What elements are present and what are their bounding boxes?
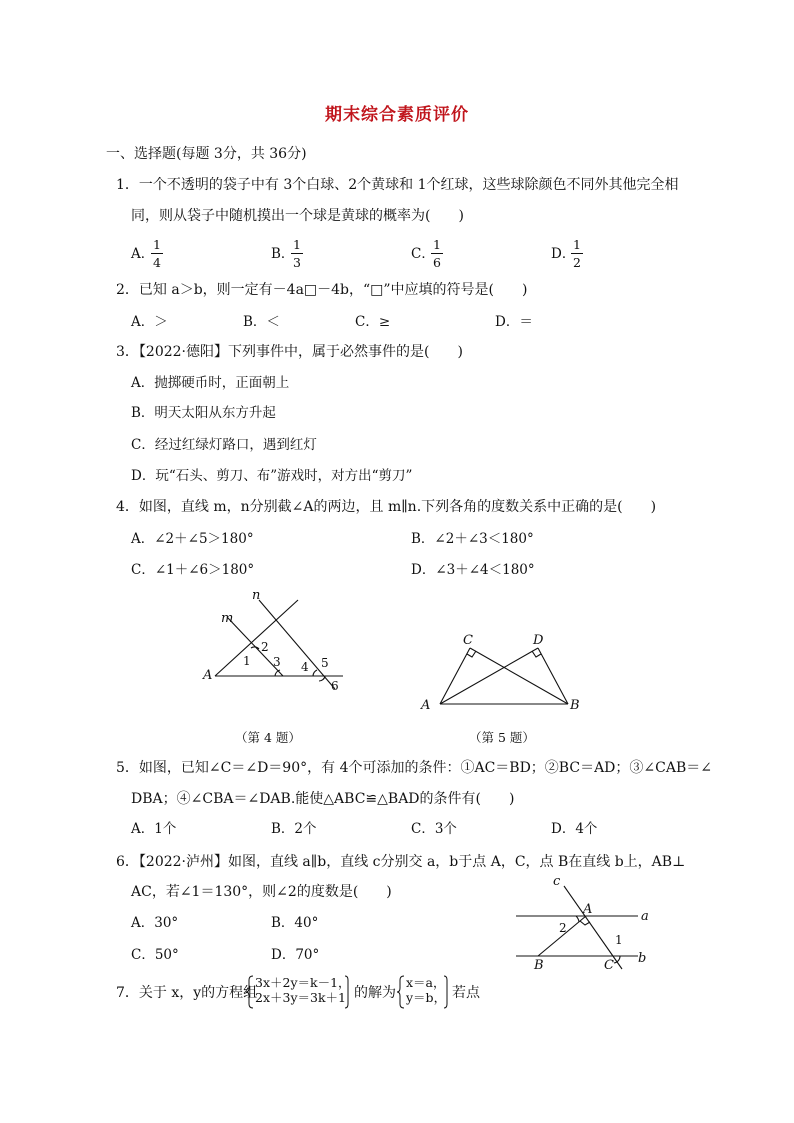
page-title: 期末综合素质评价 xyxy=(325,105,469,125)
q6-option-c[interactable]: C．50° xyxy=(131,947,179,963)
q3-stem: 3．【2022·德阳】下列事件中，属于必然事件的是( ) xyxy=(116,344,463,360)
q6-stem-line1: 6．【2022·泸州】如图，直线 a∥b，直线 c分别交 a，b于点 A，C，点 B在直线 b上，AB⊥ xyxy=(116,854,686,870)
q4-stem: 4．如图，直线 m，n分别截∠A的两边，且 m∥n.下列各角的度数关系中正确的是( ) xyxy=(116,499,657,515)
fig5-label-b: B xyxy=(570,698,580,713)
q1-option-d-fraction: 1 2 xyxy=(569,237,585,270)
fig4-label-a: A xyxy=(203,668,213,683)
fig4-angle-arc-3 xyxy=(275,670,280,676)
q5-stem-line1: 5．如图，已知∠C＝∠D＝90°，有 4个可添加的条件：①AC＝BD；②BC＝AD；③∠CAB＝∠ xyxy=(116,760,712,776)
q3-option-d[interactable]: D．玩“石头、剪刀、布”游戏时，对方出“剪刀” xyxy=(131,468,413,484)
q4-option-c[interactable]: C．∠1＋∠6＞180° xyxy=(131,562,255,578)
q1-option-d-label[interactable]: D． xyxy=(551,246,576,262)
fig6-label-2: 2 xyxy=(559,921,567,935)
fig6-label-c: c xyxy=(553,874,561,889)
q5-option-d[interactable]: D．4个 xyxy=(551,821,598,837)
q5-option-b[interactable]: B．2个 xyxy=(271,821,317,837)
q7-system2-right-brace xyxy=(443,975,451,1009)
fig5-label-c: C xyxy=(463,633,473,648)
q1-option-a-label[interactable]: A． xyxy=(131,246,155,262)
q7-solution-y: y＝b， xyxy=(406,990,447,1005)
q3-option-b[interactable]: B．明天太阳从东方升起 xyxy=(131,405,276,421)
q5-stem-line2: DBA；④∠CBA＝∠DAB.能使△ABC≌△BAD的条件有( ) xyxy=(131,791,515,807)
q7-system1-right-brace xyxy=(344,975,352,1009)
q2-option-d[interactable]: D．＝ xyxy=(495,314,533,330)
fig5-label-d: D xyxy=(533,633,544,648)
q7-equation-1: 3x＋2y＝k－1， xyxy=(255,975,351,990)
figure-5 xyxy=(415,627,590,714)
q6-option-b[interactable]: B．40° xyxy=(271,915,319,931)
q4-option-b[interactable]: B．∠2＋∠3＜180° xyxy=(411,531,534,547)
fig4-label-m: m xyxy=(221,611,234,626)
fig4-label-1: 1 xyxy=(243,654,251,668)
q3-option-a[interactable]: A．抛掷硬币时，正面朝上 xyxy=(131,375,290,391)
fig4-label-5: 5 xyxy=(321,656,329,670)
q1-option-a-fraction: 1 4 xyxy=(149,237,165,270)
figure-4 xyxy=(195,585,360,700)
q2-option-c[interactable]: C．≥ xyxy=(355,314,391,330)
q5-option-c[interactable]: C．3个 xyxy=(411,821,457,837)
fig4-label-4: 4 xyxy=(301,660,309,674)
fig4-label-3: 3 xyxy=(273,655,281,669)
q1-stem-line1: 1．一个不透明的袋子中有 3个白球、2个黄球和 1个红球，这些球除颜色不同外其他完全相 xyxy=(116,177,679,193)
q1-option-b-fraction: 1 3 xyxy=(289,237,305,270)
q7-system1 xyxy=(255,975,351,1005)
q2-option-a[interactable]: A．＞ xyxy=(131,314,168,330)
q1-option-c-fraction: 1 6 xyxy=(429,237,445,270)
fig6-label-1: 1 xyxy=(615,933,623,947)
q5-option-a[interactable]: A．1个 xyxy=(131,821,177,837)
fig6-label-b-point: B xyxy=(534,958,544,972)
q7-stem-prefix: 7．关于 x，y的方程组 xyxy=(116,985,258,1001)
fig5-label-a: A xyxy=(421,698,431,713)
q4-option-d[interactable]: D．∠3＋∠4＜180° xyxy=(411,562,535,578)
q7-equation-2: 2x＋3y＝3k＋1 xyxy=(255,990,346,1005)
q6-stem-line2: AC，若∠1＝130°，则∠2的度数是( ) xyxy=(131,884,392,900)
q2-stem: 2．已知 a＞b，则一定有－4a□－4b，“□”中应填的符号是( ) xyxy=(116,282,528,298)
figure-4-caption: （第 4 题） xyxy=(235,730,301,745)
q4-option-a[interactable]: A．∠2＋∠5＞180° xyxy=(131,531,254,547)
q2-option-b[interactable]: B．＜ xyxy=(243,314,280,330)
fig4-angle-arc-4 xyxy=(313,670,317,676)
figure-5-caption: （第 5 题） xyxy=(469,730,535,745)
q7-system2 xyxy=(406,975,446,1005)
fig4-label-2: 2 xyxy=(261,640,269,654)
q1-option-c-label[interactable]: C． xyxy=(411,246,435,262)
fig6-label-c-point: C xyxy=(604,958,614,972)
q6-option-d[interactable]: D．70° xyxy=(271,947,320,963)
fig6-label-b-line: b xyxy=(638,951,647,966)
q7-system2-left-brace xyxy=(396,975,406,1009)
q7-stem-suffix: 若点 xyxy=(452,985,480,1001)
fig6-label-a-point: A xyxy=(583,902,593,917)
fig4-label-6: 6 xyxy=(331,679,339,693)
q1-stem-line2: 同，则从袋子中随机摸出一个球是黄球的概率为( ) xyxy=(131,208,464,224)
q7-stem-middle: 的解为 xyxy=(354,985,396,1001)
q1-option-b-label[interactable]: B． xyxy=(271,246,295,262)
q3-option-c[interactable]: C．经过红绿灯路口，遇到红灯 xyxy=(131,437,317,453)
q7-system1-left-brace xyxy=(245,975,255,1009)
q7-solution-x: x＝a， xyxy=(406,975,446,990)
fig6-angle-arc-2 xyxy=(576,916,579,922)
fig4-label-n: n xyxy=(252,588,261,603)
q6-option-a[interactable]: A．30° xyxy=(131,915,179,931)
section-heading: 一、选择题(每题 3分，共 36分) xyxy=(106,146,307,162)
figure-6 xyxy=(510,872,660,972)
fig6-label-a-line: a xyxy=(641,909,649,924)
